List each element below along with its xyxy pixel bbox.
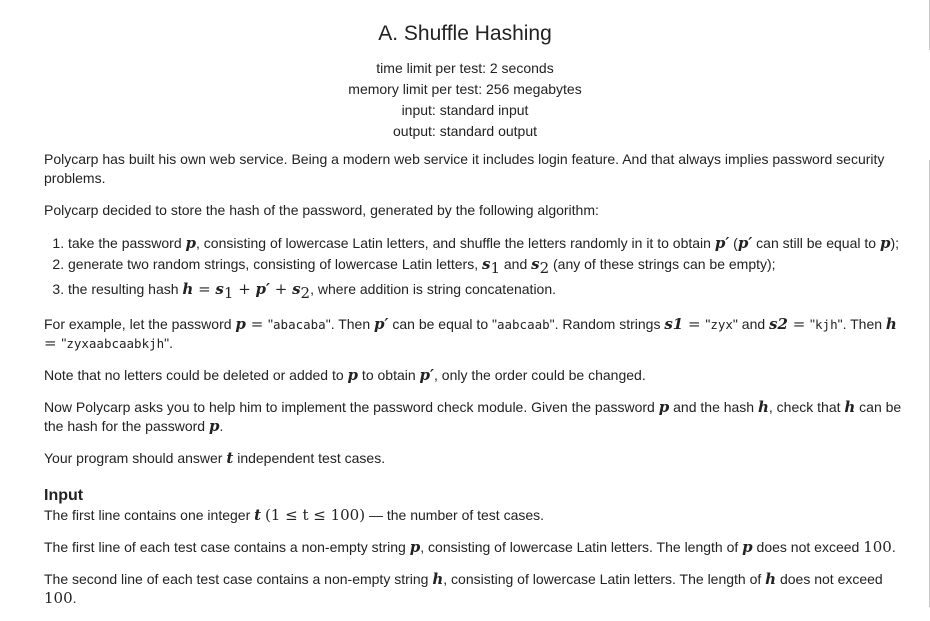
example-paragraph: For example, let the password p = "abacaba". Then p′ can be equal to "aabcaab". Random strings s1 = "zyx" and s2 = "kjh". Then h = "zyxaabcaabkjh". <box>44 314 897 352</box>
time-limit: time limit per test: 2 seconds <box>376 60 554 76</box>
input-spec: input: standard input <box>401 102 529 118</box>
answer-paragraph: Your program should answer t independent test cases. <box>44 448 386 467</box>
memory-limit: memory limit per test: 256 megabytes <box>348 81 582 97</box>
statement-paragraph: Polycarp decided to store the hash of the password, generated by the following algorithm: <box>44 202 599 218</box>
problem-limits <box>0 58 930 142</box>
task-paragraph: Now Polycarp asks you to help him to implement the password check module. Given the password p and the hash h, check that h can be the hash for the password p. <box>44 397 902 435</box>
input-section-title: Input <box>44 486 84 504</box>
input-paragraph: The first line of each test case contains a non-empty string p, consisting of lowercase Latin letters. The length of p does not exceed 100. <box>44 537 896 556</box>
algorithm-step: 3. the resulting hash $h = s_1 + p' + s_2$, where addition is string concatenation. <box>68 279 904 304</box>
algorithm-step: 2. generate two random strings, consisting of lowercase Latin letters, $s_1$ and $s_2$ (any of these strings can be empty); <box>68 254 904 279</box>
input-paragraph: The first line contains one integer t (1 ≤ t ≤ 100) — the number of test cases. <box>44 505 545 524</box>
problem-header <box>0 20 930 142</box>
note-paragraph: Note that no letters could be deleted or added to p to obtain p′, only the order could be changed. <box>44 365 646 384</box>
statement-paragraph: Polycarp has built his own web service. Being a modern web service it includes login feature. And that always implies password security problems. <box>44 151 885 186</box>
output-spec: output: standard output <box>393 123 537 139</box>
algorithm-step: 1. take the password p, consisting of lowercase Latin letters, and shuffle the letters randomly in it to obtain p′ (p′ can still be equal to p); <box>68 233 904 254</box>
problem-statement <box>44 150 904 621</box>
input-paragraph: The second line of each test case contains a non-empty string h, consisting of lowercase Latin letters. The length of h does not exceed 100. <box>44 569 883 607</box>
problem-title: A. Shuffle Hashing <box>378 22 552 45</box>
algorithm-steps <box>44 233 904 304</box>
